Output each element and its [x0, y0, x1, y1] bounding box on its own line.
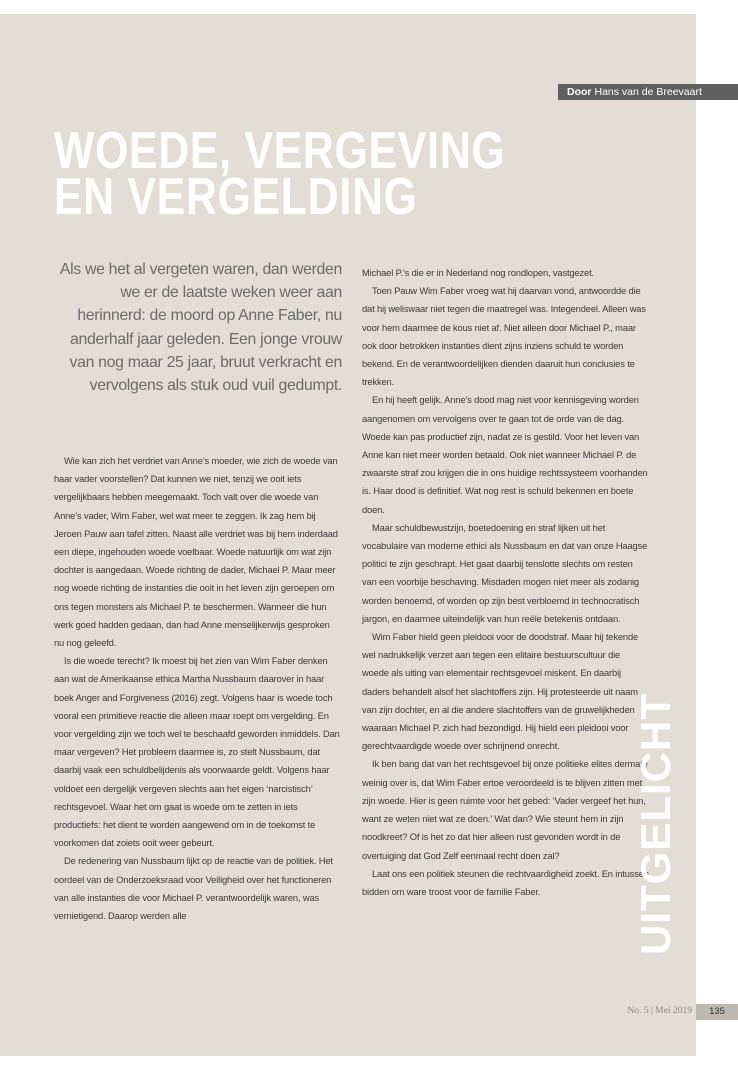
page-number: 135 [696, 1004, 738, 1020]
section-label: UITGELICHT [632, 693, 679, 955]
byline-label: Door [567, 86, 592, 98]
lead-paragraph: Als we het al vergeten waren, dan werden we er de laatste weken weer aan herinnerd: de moord op Anne Faber, nu anderhalf jaar geleden. Een jonge vrouw van nog maar 25 jaar, bruut verkracht en vervolgens als stuk oud vuil gedumpt. [59, 261, 342, 395]
issue-info: No. 5 | Mei 2019 [627, 1006, 692, 1016]
title-line-2: EN VERGELDING [54, 168, 418, 226]
column-right [362, 264, 649, 901]
title-line-1: WOEDE, VERGEVING [54, 122, 506, 180]
article-title [54, 122, 562, 226]
paragraph: De redenering van Nussbaum lijkt op de reactie van de politiek. Het oordeel van de Onderzoeksraad voor Veiligheid over het functioneren van alle instanties die voor Michael P. verantwoordelijk waren, was vernietigend. Daarop werden alle [54, 856, 333, 922]
paragraph: Maar schuldbewustzijn, boetedoening en straf lijken uit het vocabulaire van moderne ethici als Nussbaum en dat van onze Haagse politici te zijn geschrapt. Het gaat daarbij tenslotte slechts om resten van een voorbije beschaving. Misdaden mogen niet meer als zodanig worden benoemd, of worden op zijn best verbloemd in technocratisch jargon, en daarmee uiteindelijk van hun reële betekenis ontdaan. [362, 522, 648, 624]
author-byline [558, 84, 738, 100]
paragraph: Michael P.’s die er in Nederland nog rondlopen, vastgezet. [362, 268, 594, 278]
paragraph: Ik ben bang dat van het rechtsgevoel bij onze politieke elites dermate weinig over is, dat Wim Faber ertoe veroordeeld is te blijven zitten met zijn woede. Hier is geen ruimte voor het gebed: ‘Vader vergeef het hun, want ze weten niet wat ze doen.’ Wat dan? Wie steunt hem in zijn noodkreet? Of is het zo dat hier alleen rust gevonden wordt in de overtuiging dat God Zelf eenmaal recht doen zal? [362, 759, 648, 861]
paragraph: Toen Pauw Wim Faber vroeg wat hij daarvan vond, antwoordde die dat hij weliswaar niet tegen die maatregel was. Integendeel. Alleen was voor hem daarmee de kous niet af. Niet alleen door Michael P., maar ook door betrokken instanties dient zijns inziens schuld te worden bekend. En de verantwoordelijken dienden daaruit hun conclusies te trekken. [362, 286, 646, 388]
paragraph: Wim Faber hield geen pleidooi voor de doodstraf. Maar hij tekende wel nadrukkelijk verzet aan tegen een elitaire bestuurscultuur die woede als uiting van elementair rechtsgevoel miskent. En daarbij daders behandelt alsof het slachtoffers zijn. Hij protesteerde uit naam van zijn dochter, en al die andere slachtoffers van de gruwelijkheden waaraan Michael P. zich had bezondigd. Hij hield een pleidooi voor gerechtvaardigde woede over schrijnend onrecht. [362, 632, 639, 752]
paragraph: Laat ons een politiek steunen die rechtvaardigheid zoekt. En intussen bidden om ware troost voor de familie Faber. [362, 868, 649, 897]
paragraph: Is die woede terecht? Ik moest bij het zien van Wim Faber denken aan wat de Amerikaanse ethica Martha Nussbaum daarover in haar boek Anger and Forgiveness (2016) zegt. Volgens haar is woede toch vooral een primitieve reactie die alleen maar roept om vergelding. En voor vergelding zijn we toch wel te beschaafd geworden inmiddels. Dan maar vergeven? Het probleem daarmee is, zo stelt Nussbaum, dat daarbij vaak een schuldbelijdenis als voorwaarde geldt. Volgens haar voldoet een dergelijk vergeven slechts aan het eigen ‘narcistisch’ rechtsgevoel. Waar het om gaat is woede om te zetten in iets productiefs: het dient te worden aangewend om in de toekomst te voorkomen dat zoiets ooit weer gebeurt. [54, 656, 340, 849]
author-name: Hans van de Breevaart [594, 86, 702, 98]
paragraph: En hij heeft gelijk. Anne’s dood mag niet voor kennisgeving worden aangenomen om vervolgens over te gaan tot de orde van de dag. Woede kan pas productief zijn, nadat ze is gestild. Voor het leven van Anne kan niet meer worden betaald. Ook niet wanneer Michael P. de zwaarste straf zou krijgen die in ons huidige rechtssysteem voorhanden is. Haar dood is definitief. Wat nog rest is schuld bekennen en boete doen. [362, 395, 648, 515]
paragraph: Wie kan zich het verdriet van Anne’s moeder, wie zich de woede van haar vader voorstellen? Dat kunnen we niet, tenzij we ooit iets vergelijkbaars hebben meegemaakt. Toch valt over die woede van Anne’s vader, Wim Faber, wel wat meer te zeggen. Ik zag hem bij Jeroen Pauw aan tafel zitten. Naast alle verdriet was bij hem inderdaad een diepe, ingehouden woede voelbaar. Woede natuurlijk om wat zijn dochter is aangedaan. Woede richting de dader, Michael P. Maar meer nog woede richting de instanties die ooit in het leven zijn geroepen om ons tegen monsters als Michael P. te beschermen. Wanneer die hun werk goed hadden gedaan, dan had Anne menselijkerwijs gesproken nu nog geleefd. [54, 456, 338, 649]
column-left [54, 452, 341, 925]
